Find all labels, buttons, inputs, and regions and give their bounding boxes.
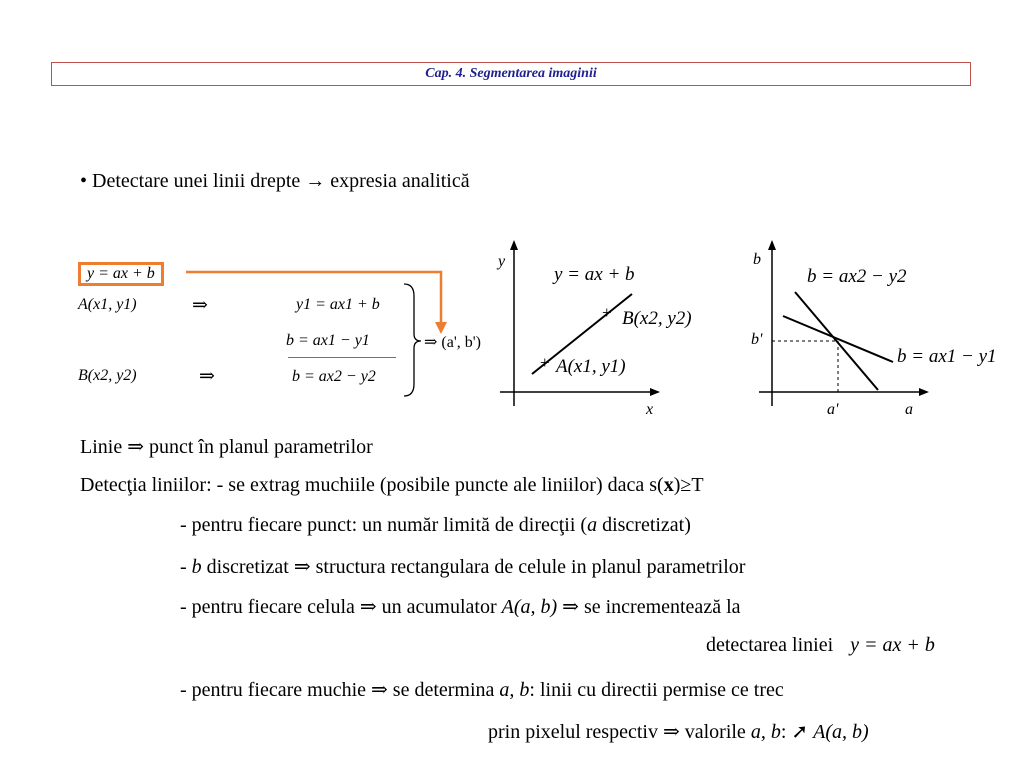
intro-text: Detectare unei linii drepte [92, 170, 306, 192]
orange-connector-arrow [186, 272, 441, 326]
text: : [780, 721, 787, 743]
implies-icon: ⇒ [562, 596, 579, 618]
y-axis-arrow-icon [510, 240, 518, 250]
body-line-6 [706, 634, 935, 657]
text: punct în planul parametrilor [143, 436, 373, 458]
line-formula: y = ax + b [850, 634, 935, 656]
right-arrow-icon: → [305, 170, 326, 192]
point-a-marker-icon: + [540, 353, 550, 372]
point-b-label: B(x2, y2) [78, 367, 137, 384]
text: valorile [679, 721, 751, 743]
body-line-4 [180, 554, 745, 579]
text: - [180, 556, 192, 578]
implies-icon: ⇒ [293, 556, 311, 578]
right-brace-icon [404, 284, 421, 396]
orange-arrowhead-icon [435, 322, 447, 334]
text: )≥T [673, 474, 704, 496]
line-equation: y = ax + b [87, 265, 155, 282]
italic-a: a [587, 514, 598, 536]
text: Detecţia liniilor: - se extrag muchiile (posibile puncte ale liniilor) daca s( [80, 474, 664, 496]
accumulator-formula: A(a, b) [501, 596, 558, 618]
body-line-2 [80, 474, 704, 497]
x-axis-label: x [646, 401, 654, 418]
text: discretizat [201, 556, 294, 578]
implies-icon-b: ⇒ [199, 366, 215, 387]
x-axis-arrow-icon [650, 388, 660, 396]
point-a-label: A(x1, y1) [556, 356, 626, 377]
implies-icon: ⇒ [371, 679, 388, 701]
body-line-1 [80, 434, 373, 459]
a-axis-label: a [905, 401, 913, 418]
a-prime-label: a' [827, 401, 839, 418]
text: discretizat) [597, 514, 691, 536]
parameter-result: ⇒ (a', b') [424, 334, 481, 351]
equation-y1: y1 = ax1 + b [296, 296, 380, 313]
line-label: y = ax + b [554, 264, 635, 285]
implies-icon-a: ⇒ [192, 295, 208, 316]
b-axis-arrow-icon [768, 240, 776, 250]
xy-graph [490, 240, 720, 420]
north-east-arrow-icon: ➚ [791, 721, 809, 743]
text: - pentru fiecare celula [180, 596, 360, 618]
vars-a-b: a, b [499, 679, 530, 701]
line1-label: b = ax2 − y2 [807, 266, 907, 287]
point-a-label: A(x1, y1) [78, 296, 137, 313]
text: se determina [387, 679, 500, 701]
point-b-marker-icon: + [602, 303, 612, 322]
text: - pentru fiecare muchie [180, 679, 372, 701]
text: se incrementează la [578, 596, 741, 618]
body-line-7 [180, 677, 784, 702]
point-b-label: B(x2, y2) [622, 308, 692, 329]
body-line-3 [180, 514, 691, 537]
accumulator-formula: A(a, b) [813, 721, 869, 743]
text: un acumulator [376, 596, 502, 618]
bold-x: x [663, 474, 674, 496]
implies-icon: ⇒ [662, 721, 680, 743]
text: : linii cu directii permise ce trec [529, 679, 784, 701]
text: structura rectangulara de celule in planul parametrilor [310, 556, 746, 578]
implies-icon: ⇒ [127, 436, 144, 458]
y-axis-label: y [498, 253, 506, 270]
implies-icon: ⇒ [359, 596, 377, 618]
a-axis-arrow-icon [919, 388, 929, 396]
chapter-title: Cap. 4. Segmentarea imaginii [425, 66, 597, 81]
text: Linie [80, 436, 128, 458]
b-prime-label: b' [751, 331, 763, 348]
intro-text-after: expresia analitică [325, 170, 470, 192]
text: detectarea liniei [706, 634, 834, 656]
equation-b1: b = ax1 − y1 [286, 332, 370, 349]
text: prin pixelul respectiv [488, 721, 663, 743]
body-line-5 [180, 594, 741, 619]
b-axis-label: b [753, 251, 761, 268]
vars-a-b: a, b [750, 721, 781, 743]
body-line-8 [488, 719, 869, 744]
equation-b2: b = ax2 − y2 [292, 368, 376, 385]
line-b-ax2-y2 [795, 292, 878, 390]
text: - pentru fiecare punct: un număr limită de direcţii ( [180, 514, 588, 536]
bullet: • [80, 170, 88, 192]
italic-b: b [191, 556, 202, 578]
ab-graph [745, 238, 1020, 420]
line2-label: b = ax1 − y1 [897, 346, 997, 367]
